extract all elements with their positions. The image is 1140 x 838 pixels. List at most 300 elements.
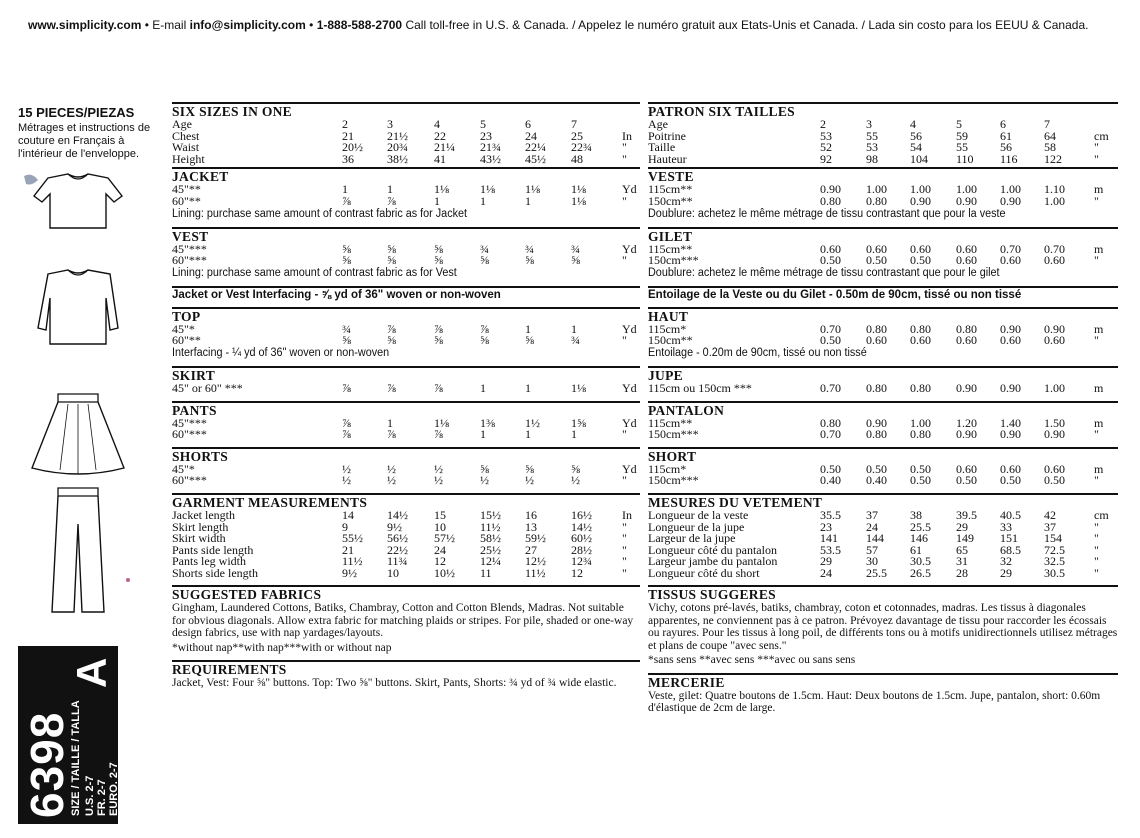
table-row <box>648 335 1118 347</box>
section-title: VESTE <box>648 169 694 185</box>
section-fabrics <box>172 585 640 660</box>
cell-value: 29 <box>1000 565 1012 580</box>
pieces-info <box>18 105 163 161</box>
section-title: MERCERIE <box>648 674 725 690</box>
jacket-illustration <box>18 268 138 348</box>
cell-value: 1 <box>525 380 531 395</box>
section-mercerie <box>648 673 1118 717</box>
cell-value: 53.5 <box>820 542 841 557</box>
cell-value: 11¾ <box>387 554 408 569</box>
cell-value: 64 <box>1044 128 1056 143</box>
cell-value: 1⅝ <box>571 415 586 430</box>
unit-label: " <box>622 531 627 546</box>
size-code-fr: FR. 2-7 <box>96 779 108 816</box>
cell-value: ⅞ <box>387 380 396 395</box>
cell-value: 16 <box>525 507 537 522</box>
cell-value: 0.70 <box>820 427 841 442</box>
cell-value: ⅝ <box>342 253 351 268</box>
cell-value: 1⅛ <box>434 415 449 430</box>
cell-value: 0.80 <box>820 193 841 208</box>
cell-value: 1 <box>480 380 486 395</box>
cell-value: 40.5 <box>1000 507 1021 522</box>
row-label: Jacket length <box>172 507 235 522</box>
unit-label: " <box>622 473 627 488</box>
row-label: Age <box>172 117 192 131</box>
cell-value: 0.80 <box>820 415 841 430</box>
cell-value: 0.50 <box>866 253 887 268</box>
section-sizes <box>648 102 1118 167</box>
cell-value: 0.60 <box>1044 333 1065 348</box>
cell-value: 1 <box>387 182 393 197</box>
cell-value: ¾ <box>571 333 580 348</box>
section-title: SKIRT <box>172 367 216 383</box>
row-label: 115cm* <box>648 321 687 336</box>
nap-legend: *without nap**with nap***with or without nap <box>172 641 392 654</box>
section-interfacing <box>172 286 640 307</box>
cell-value: 0.60 <box>910 333 931 348</box>
cell-value: ¾ <box>342 321 351 336</box>
cell-value: 12¾ <box>571 554 592 569</box>
cell-value: 55 <box>866 128 878 143</box>
email-link[interactable]: info@simplicity.com <box>189 18 306 32</box>
size-table <box>648 507 1118 580</box>
cell-value: 2 <box>342 117 348 131</box>
row-label: 60"*** <box>172 253 207 268</box>
cell-value: 14½ <box>387 507 408 522</box>
cell-value: 29 <box>820 554 832 569</box>
section-veste <box>648 167 1118 226</box>
cell-value: 5 <box>480 117 486 131</box>
cell-value: 58½ <box>480 531 501 546</box>
cell-value: 0.50 <box>820 253 841 268</box>
cell-value: 0.90 <box>956 193 977 208</box>
cell-value: 0.60 <box>820 241 841 256</box>
row-label: Chest <box>172 128 200 143</box>
cell-value: 6 <box>525 117 531 131</box>
row-label: 60"*** <box>172 473 207 488</box>
cell-value: ⅝ <box>480 333 489 348</box>
cell-value: ⅞ <box>387 193 396 208</box>
row-label: Largeur jambe du pantalon <box>648 554 778 569</box>
cell-value: 0.50 <box>820 461 841 476</box>
cell-value: 25.5 <box>910 519 931 534</box>
section-text: Gingham, Laundered Cottons, Batiks, Chambray, Cotton and Cotton Blends, Madras. Not suitable for obvious diagonals. Allow extra fabric for matching plaids or stripes. For pile, shaded or one-way design fabrics, use with nap yardages/layouts. <box>172 602 634 640</box>
cell-value: 11½ <box>525 565 546 580</box>
cell-value: 32.5 <box>1044 554 1065 569</box>
unit-label: " <box>1094 542 1099 557</box>
size-table <box>648 119 1118 165</box>
section-requirements <box>172 660 640 691</box>
cell-value: ½ <box>571 473 580 488</box>
cell-value: ¾ <box>480 241 489 256</box>
unit-label: Yd <box>622 321 637 336</box>
cell-value: 1 <box>525 193 531 208</box>
row-label: 60"** <box>172 333 201 348</box>
cell-value: 0.50 <box>910 253 931 268</box>
size-table <box>172 119 640 165</box>
cell-value: ⅞ <box>342 193 351 208</box>
cell-value: 22¼ <box>525 140 546 155</box>
size-table <box>648 380 1118 395</box>
section-skirt <box>172 366 640 401</box>
cell-value: 0.60 <box>956 461 977 476</box>
cell-value: 1.10 <box>1044 182 1065 197</box>
section-note: Doublure: achetez le même métrage de tissu contrastant que pour le gilet <box>648 266 1000 279</box>
cell-value: 14 <box>342 507 354 522</box>
cell-value: 33 <box>1000 519 1012 534</box>
size-table <box>172 507 640 580</box>
row-label: 115cm** <box>648 182 693 197</box>
cell-value: 1½ <box>525 415 540 430</box>
section-title: GILET <box>648 228 693 244</box>
cell-value: 141 <box>820 531 838 546</box>
section-sizes <box>172 102 640 167</box>
cell-value: 37 <box>866 507 878 522</box>
table-row <box>172 415 640 430</box>
cell-value: 1.40 <box>1000 415 1021 430</box>
cell-value: 122 <box>1044 151 1062 166</box>
row-label: Skirt width <box>172 531 226 546</box>
cell-value: 7 <box>1044 117 1050 131</box>
cell-value: 11½ <box>342 554 363 569</box>
cell-value: ⅞ <box>387 427 396 442</box>
cell-value: 12½ <box>525 554 546 569</box>
cell-value: 0.60 <box>910 241 931 256</box>
size-code-euro: EURO. 2-7 <box>108 762 120 816</box>
unit-label: cm <box>1094 507 1109 522</box>
unit-label: m <box>1094 321 1104 336</box>
cell-value: ⅞ <box>434 380 443 395</box>
row-label: Poitrine <box>648 128 686 143</box>
cell-value: ⅝ <box>387 241 396 256</box>
unit-label: " <box>1094 193 1099 208</box>
table-row <box>172 461 640 476</box>
cell-value: ⅞ <box>387 321 396 336</box>
unit-label: " <box>622 565 627 580</box>
unit-label: " <box>622 151 627 166</box>
cell-value: 0.80 <box>910 321 931 336</box>
unit-label: " <box>622 427 627 442</box>
cell-value: 45½ <box>525 151 546 166</box>
cell-value: 1.00 <box>1000 182 1021 197</box>
unit-label: m <box>1094 241 1104 256</box>
cell-value: 0.60 <box>1044 253 1065 268</box>
table-row <box>648 255 1118 267</box>
cell-value: 43½ <box>480 151 501 166</box>
cell-value: 9 <box>342 519 348 534</box>
section-measurements <box>172 493 640 586</box>
unit-label: Yd <box>622 380 637 395</box>
cell-value: 1 <box>434 193 440 208</box>
cell-value: 2 <box>820 117 826 131</box>
cell-value: ⅝ <box>571 461 580 476</box>
section-title: MESURES DU VETEMENT <box>648 494 823 510</box>
cell-value: 14½ <box>571 519 592 534</box>
row-label: 150cm*** <box>648 427 699 442</box>
size-table <box>172 380 640 395</box>
website-link[interactable]: www.simplicity.com <box>28 18 142 32</box>
row-label: Height <box>172 151 205 166</box>
cell-value: 0.90 <box>1000 321 1021 336</box>
bullet: • <box>144 18 153 32</box>
unit-label: " <box>622 140 627 155</box>
top-shortsleeve-illustration <box>18 170 138 232</box>
section-title: SUGGESTED FABRICS <box>172 587 322 603</box>
unit-label: cm <box>1094 128 1109 143</box>
row-label: 115cm** <box>648 415 693 430</box>
cell-value: 12 <box>434 554 446 569</box>
size-table <box>172 184 640 207</box>
row-label: 115cm* <box>648 461 687 476</box>
row-label: Shorts side length <box>172 565 258 580</box>
tollfree-text: Call toll-free in U.S. & Canada. / Appelez le numéro gratuit aux Etats-Unis et Canada. / Lada sin costo para los EEUU & Canada. <box>405 18 1089 32</box>
table-row <box>172 241 640 256</box>
cell-value: 149 <box>956 531 974 546</box>
cell-value: 53 <box>866 140 878 155</box>
size-table <box>648 461 1118 488</box>
section-tissus <box>648 585 1118 672</box>
cell-value: 0.80 <box>910 427 931 442</box>
cell-value: 4 <box>910 117 916 131</box>
cell-value: ⅞ <box>342 415 351 430</box>
cell-value: 0.60 <box>1000 461 1021 476</box>
section-pantalon <box>648 401 1118 447</box>
cell-value: 15 <box>434 507 446 522</box>
cell-value: ½ <box>387 461 396 476</box>
row-label: 45"** <box>172 182 201 197</box>
cell-value: 1.00 <box>866 182 887 197</box>
cell-value: 10½ <box>434 565 455 580</box>
cell-value: 1 <box>571 427 577 442</box>
section-title: TOP <box>172 308 201 324</box>
unit-label: Yd <box>622 415 637 430</box>
size-table <box>172 241 640 268</box>
section-note: Entoilage - 0.20m de 90cm, tissé ou non tissé <box>648 346 867 359</box>
section-note: Interfacing - ¼ yd of 36" woven or non-woven <box>172 346 390 359</box>
table-row <box>172 255 640 267</box>
cell-value: 1⅜ <box>480 415 495 430</box>
unit-label: " <box>622 253 627 268</box>
cell-value: 22¾ <box>571 140 592 155</box>
table-row <box>648 380 1118 395</box>
unit-label: Yd <box>622 241 637 256</box>
cell-value: 110 <box>956 151 974 166</box>
cell-value: 11 <box>480 565 492 580</box>
cell-value: 0.40 <box>866 473 887 488</box>
cell-value: 35.5 <box>820 507 841 522</box>
row-label: 150cm*** <box>648 253 699 268</box>
cell-value: 15½ <box>480 507 501 522</box>
row-label: Pants leg width <box>172 554 246 569</box>
cell-value: 1 <box>571 321 577 336</box>
section-note: Lining: purchase same amount of contrast fabric as for Vest <box>172 266 457 279</box>
table-row <box>172 429 640 441</box>
row-label: Pants side length <box>172 542 254 557</box>
unit-label: " <box>1094 531 1099 546</box>
cell-value: 0.50 <box>910 473 931 488</box>
table-row <box>648 429 1118 441</box>
cell-value: 56 <box>1000 140 1012 155</box>
section-text: Vichy, cotons pré-lavés, batiks, chambray, coton et cotonnades, madras. Les tissus à diagonales apparentes, ne conviennent pas à ce patron. Prévoyez davantage de tissu pour raccorder les écossais ou rayures. Pour les tissus à long poil, de différents tons ou à motifs unidirectionnels utilisez métrages et plans de coupe "avec sens." <box>648 602 1118 652</box>
unit-label: " <box>1094 333 1099 348</box>
cell-value: ⅝ <box>342 241 351 256</box>
cell-value: 1 <box>342 182 348 197</box>
cell-value: 25.5 <box>866 565 887 580</box>
size-table <box>172 415 640 442</box>
cell-value: 0.50 <box>866 461 887 476</box>
row-label: Age <box>648 117 668 131</box>
cell-value: 37 <box>1044 519 1056 534</box>
cell-value: 56½ <box>387 531 408 546</box>
cell-value: 0.50 <box>956 473 977 488</box>
cell-value: 42 <box>1044 507 1056 522</box>
row-label: 115cm ou 150cm *** <box>648 380 752 395</box>
cell-value: 38 <box>910 507 922 522</box>
row-label: 45"* <box>172 461 195 476</box>
cell-value: 11½ <box>480 519 501 534</box>
cell-value: 10 <box>434 519 446 534</box>
cell-value: 92 <box>820 151 832 166</box>
cell-value: 21 <box>342 542 354 557</box>
cell-value: 1 <box>387 415 393 430</box>
cell-value: 98 <box>866 151 878 166</box>
size-label: SIZE / TAILLE / TALLA <box>70 700 82 816</box>
cell-value: 1⅛ <box>571 193 586 208</box>
section-jupe <box>648 366 1118 401</box>
section-title: HAUT <box>648 308 689 324</box>
unit-label: Yd <box>622 461 637 476</box>
unit-label: " <box>1094 253 1099 268</box>
table-row <box>648 475 1118 487</box>
cell-value: 1.00 <box>1044 380 1065 395</box>
size-table <box>648 321 1118 348</box>
section-jacket <box>172 167 640 226</box>
cell-value: 23 <box>820 519 832 534</box>
cell-value: 53 <box>820 128 832 143</box>
cell-value: 9½ <box>342 565 357 580</box>
unit-label: " <box>1094 554 1099 569</box>
cell-value: 0.90 <box>1044 427 1065 442</box>
cell-value: 55½ <box>342 531 363 546</box>
section-vest <box>172 227 640 286</box>
cell-value: ⅝ <box>387 253 396 268</box>
cell-value: ½ <box>434 473 443 488</box>
cell-value: 23 <box>480 128 492 143</box>
size-letter: A <box>68 657 115 688</box>
cell-value: 1 <box>525 321 531 336</box>
unit-label: " <box>1094 151 1099 166</box>
cell-value: 36 <box>342 151 354 166</box>
cell-value: 12 <box>571 565 583 580</box>
cell-value: 38½ <box>387 151 408 166</box>
cell-value: 0.90 <box>820 182 841 197</box>
cell-value: 0.50 <box>910 461 931 476</box>
row-label: Taille <box>648 140 676 155</box>
cell-value: 0.50 <box>820 333 841 348</box>
cell-value: ⅞ <box>434 427 443 442</box>
cell-value: 1 <box>525 427 531 442</box>
cell-value: 0.60 <box>866 241 887 256</box>
size-table <box>172 461 640 488</box>
bullet: • <box>309 18 317 32</box>
table-row <box>172 335 640 347</box>
section-note: Lining: purchase same amount of contrast fabric as for Jacket <box>172 207 468 220</box>
cell-value: ⅝ <box>434 253 443 268</box>
unit-label: " <box>1094 473 1099 488</box>
table-row <box>172 151 640 166</box>
row-label: 45"*** <box>172 241 207 256</box>
cell-value: ½ <box>342 473 351 488</box>
cell-value: 61 <box>1000 128 1012 143</box>
cell-value: 6 <box>1000 117 1006 131</box>
cell-value: ½ <box>434 461 443 476</box>
section-mesures <box>648 493 1118 586</box>
cell-value: 0.70 <box>820 380 841 395</box>
row-label: 150cm** <box>648 333 693 348</box>
section-title: SHORTS <box>172 448 229 464</box>
cell-value: 0.70 <box>1044 241 1065 256</box>
row-label: 150cm** <box>648 193 693 208</box>
cell-value: 0.60 <box>1000 333 1021 348</box>
section-title: REQUIREMENTS <box>172 662 287 678</box>
cell-value: 0.90 <box>866 415 887 430</box>
french-instructions-note: Métrages et instructions de couture en Français à l'intérieur de l'enveloppe. <box>18 122 151 160</box>
cell-value: 60½ <box>571 531 592 546</box>
unit-label: Yd <box>622 182 637 197</box>
cell-value: 24 <box>434 542 446 557</box>
cell-value: 57½ <box>434 531 455 546</box>
cell-value: 154 <box>1044 531 1062 546</box>
cell-value: 4 <box>434 117 440 131</box>
cell-value: 116 <box>1000 151 1018 166</box>
cell-value: 1.00 <box>910 182 931 197</box>
unit-label: " <box>1094 427 1099 442</box>
cell-value: 1 <box>480 427 486 442</box>
cell-value: 41 <box>434 151 446 166</box>
section-entoilage <box>648 286 1118 307</box>
cell-value: 29 <box>956 519 968 534</box>
section-pants <box>172 401 640 447</box>
cell-value: 3 <box>866 117 872 131</box>
cell-value: ⅝ <box>525 333 534 348</box>
cell-value: 30.5 <box>910 554 931 569</box>
row-label: Largeur de la jupe <box>648 531 736 546</box>
french-column <box>648 102 1118 716</box>
cell-value: 57 <box>866 542 878 557</box>
unit-label: m <box>1094 461 1104 476</box>
section-text: Jacket or Vest Interfacing - ⅝ yd of 36" woven or non-woven <box>172 288 501 301</box>
cell-value: ⅝ <box>525 253 534 268</box>
cell-value: 59½ <box>525 531 546 546</box>
cell-value: ½ <box>525 473 534 488</box>
cell-value: 68.5 <box>1000 542 1021 557</box>
table-row <box>172 321 640 336</box>
cell-value: 22 <box>434 128 446 143</box>
cell-value: 55 <box>956 140 968 155</box>
cell-value: 30.5 <box>1044 565 1065 580</box>
section-title: JACKET <box>172 169 229 185</box>
row-label: 45" or 60" *** <box>172 380 243 395</box>
cell-value: 1.00 <box>956 182 977 197</box>
table-row <box>172 193 640 208</box>
cell-value: 12¼ <box>480 554 501 569</box>
row-label: Longueur de la veste <box>648 507 749 522</box>
cell-value: 56 <box>910 128 922 143</box>
cell-value: 7 <box>571 117 577 131</box>
cell-value: 24 <box>820 565 832 580</box>
unit-label: " <box>622 519 627 534</box>
cell-value: 21¼ <box>434 140 455 155</box>
